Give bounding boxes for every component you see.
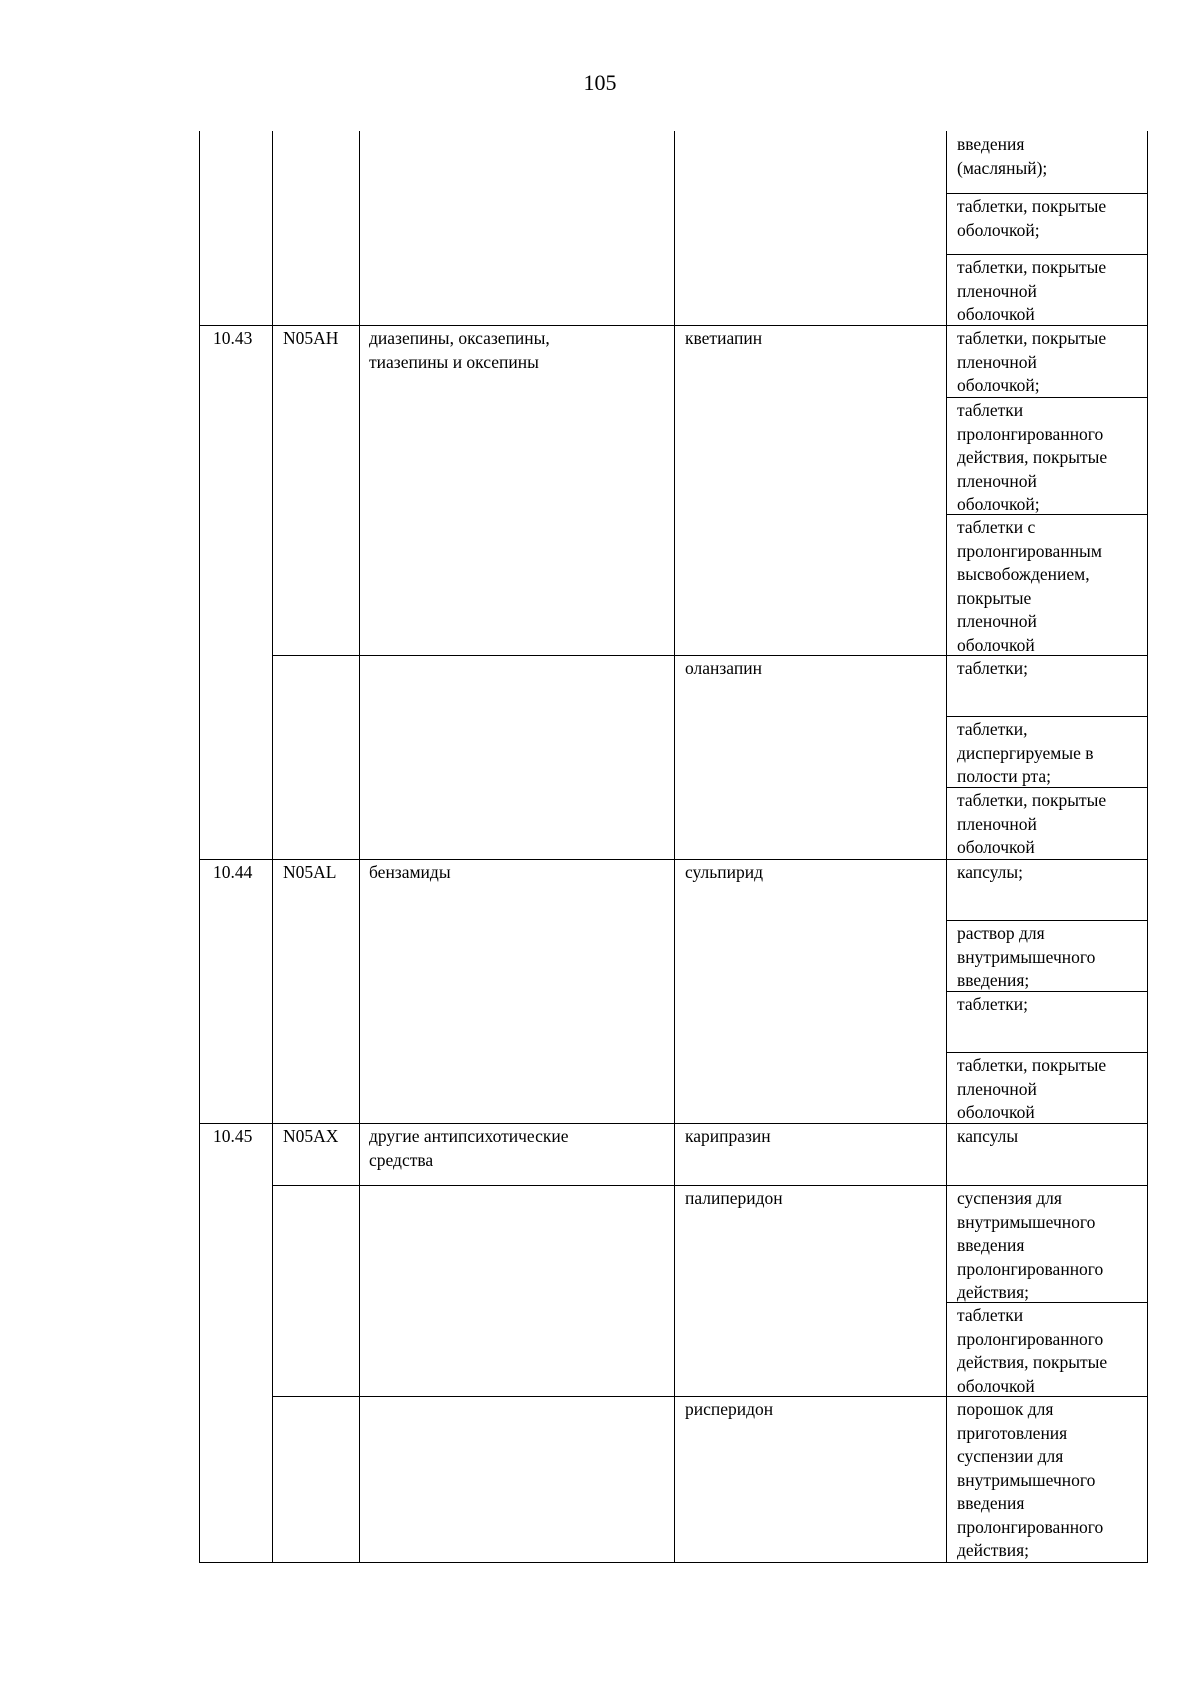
drug-name: палиперидон — [685, 1188, 783, 1208]
grid-line — [272, 1185, 1148, 1186]
grid-line — [946, 254, 1148, 255]
grid-line — [946, 920, 1148, 921]
row-number: 10.43 — [213, 328, 253, 348]
page-number: 105 — [583, 70, 617, 95]
dosage-form: таблетки; — [957, 658, 1028, 678]
atc-code: N05AH — [283, 328, 339, 348]
dosage-form: капсулы — [957, 1126, 1019, 1146]
grid-line — [359, 131, 360, 1563]
dosage-form: таблетки пролонгированного действия, покрытые оболочкой — [957, 1305, 1108, 1396]
drug-group: бензамиды — [369, 862, 451, 882]
dosage-form: таблетки; — [957, 994, 1028, 1014]
dosage-form: капсулы; — [957, 862, 1024, 882]
dosage-form: таблетки, диспергируемые в полости рта; — [957, 719, 1094, 786]
atc-code: N05AL — [283, 862, 337, 882]
atc-code: N05AX — [283, 1126, 339, 1146]
dosage-form: таблетки, покрытые пленочной оболочкой — [957, 257, 1107, 324]
grid-line — [674, 131, 675, 1563]
dosage-form: раствор для внутримышечного введения; — [957, 923, 1096, 990]
dosage-form: таблетки пролонгированного действия, покрытые пленочной оболочкой; — [957, 400, 1108, 514]
grid-line — [272, 131, 273, 1563]
dosage-form: порошок для приготовления суспензии для внутримышечного введения пролонгированного действия; — [957, 1399, 1104, 1560]
grid-line — [946, 716, 1148, 717]
grid-line — [946, 1052, 1148, 1053]
dosage-form: суспензия для внутримышечного введения пролонгированного действия; — [957, 1188, 1104, 1302]
grid-line — [946, 193, 1148, 194]
dosage-form: таблетки с пролонгированным высвобождением, покрытые пленочной оболочкой — [957, 517, 1102, 655]
drug-name: сульпирид — [685, 862, 763, 882]
dosage-form: таблетки, покрытые оболочкой; — [957, 196, 1107, 240]
dosage-form: таблетки, покрытые пленочной оболочкой — [957, 790, 1107, 857]
drug-name: кветиапин — [685, 328, 763, 348]
grid-line — [199, 131, 200, 1563]
dosage-form: введения (масляный); — [957, 134, 1048, 178]
drug-name: оланзапин — [685, 658, 762, 678]
grid-line — [946, 131, 947, 1563]
drug-name: рисперидон — [685, 1399, 774, 1419]
grid-line — [1147, 131, 1148, 1563]
dosage-form: таблетки, покрытые пленочной оболочкой; — [957, 328, 1107, 395]
row-number: 10.45 — [213, 1126, 253, 1146]
drug-group: другие антипсихотические средства — [369, 1126, 569, 1170]
drug-group: диазепины, оксазепины, тиазепины и оксепины — [369, 328, 550, 372]
drug-name: карипразин — [685, 1126, 771, 1146]
row-number: 10.44 — [213, 862, 253, 882]
dosage-form: таблетки, покрытые пленочной оболочкой — [957, 1055, 1107, 1122]
